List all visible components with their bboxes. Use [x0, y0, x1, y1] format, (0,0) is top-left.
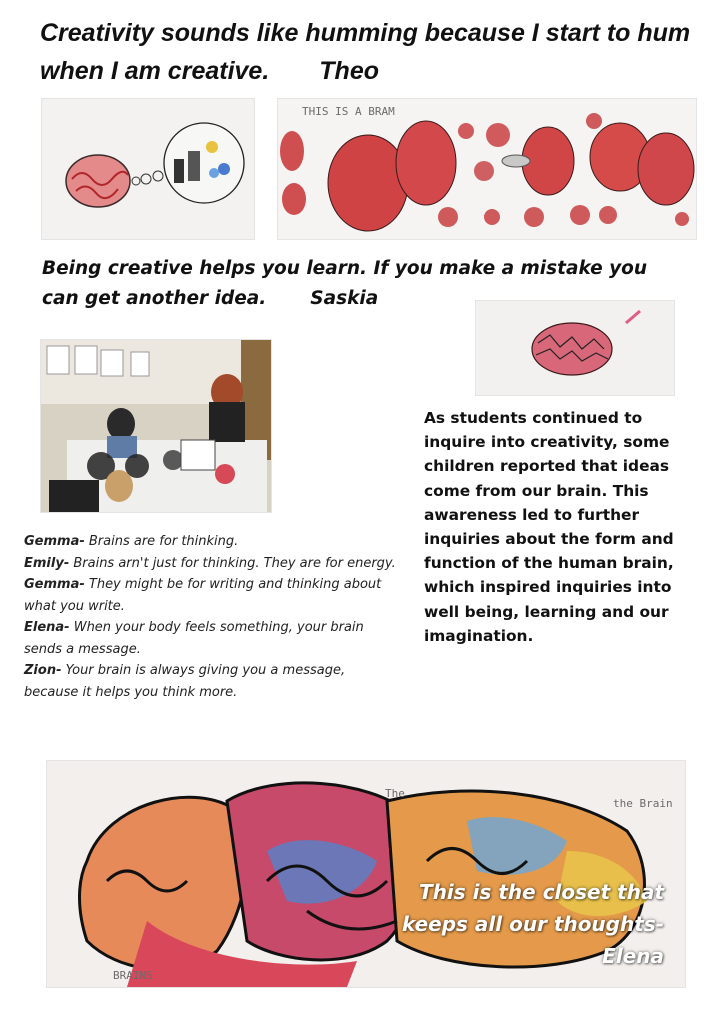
mural-label-bottom: BRAINS — [113, 969, 153, 982]
thought-bubble-drawing — [41, 98, 255, 240]
speaker-name: Zion- — [24, 663, 62, 678]
dialogue-line — [24, 553, 396, 575]
many-brains-drawing-art — [278, 99, 696, 239]
dialogue-text: When your body feels something, your brain sends a message. — [24, 620, 364, 657]
speaker-name: Gemma- — [24, 577, 85, 592]
dialogue-text: Brains are for thinking. — [84, 534, 239, 549]
inquiry-paragraph: As students continued to inquire into creativity, some children reported that ideas come from our brain. This awareness led to further inquiries about the form and function of the human brain, which inspired inquiries into well being, learning and our imagination. — [424, 409, 674, 645]
dialogue-line — [24, 617, 396, 660]
student-dialogue — [24, 531, 396, 703]
classroom-photo-art — [41, 340, 271, 512]
dialogue-text: They might be for writing and thinking about what you write. — [24, 577, 382, 614]
heading-quote — [40, 14, 700, 90]
mural-label-top: The — [385, 787, 405, 800]
heading-quote-author: Theo — [319, 57, 379, 85]
thought-bubble-drawing-art — [42, 99, 254, 239]
dialogue-text: Your brain is always giving you a message, because it helps you think more. — [24, 663, 346, 700]
single-brain-drawing-art — [476, 301, 674, 395]
closing-quote: This is the closet that keeps all our thoughts- Elena — [402, 880, 664, 968]
dialogue-text: Brains arn't just for thinking. They are for energy. — [69, 555, 396, 571]
many-brains-drawing — [277, 98, 697, 240]
mural-label-top-right: the Brain — [613, 797, 673, 810]
brain-drawing-caption: THIS IS A BRAM — [302, 105, 395, 118]
speaker-name: Elena- — [24, 620, 70, 635]
heading-quote-text: Creativity sounds like humming because I start to hum when I am creative. — [40, 19, 691, 85]
classroom-photo — [40, 339, 272, 513]
saskia-quote-author: Saskia — [310, 288, 379, 309]
dialogue-line — [24, 574, 396, 617]
dialogue-line — [24, 531, 396, 553]
dialogue-line — [24, 660, 396, 703]
saskia-quote-text: Being creative helps you learn. If you make a mistake you can get another idea. — [42, 258, 648, 309]
single-brain-drawing — [475, 300, 675, 396]
speaker-name: Emily- — [24, 555, 70, 571]
speaker-name: Gemma- — [24, 534, 85, 549]
